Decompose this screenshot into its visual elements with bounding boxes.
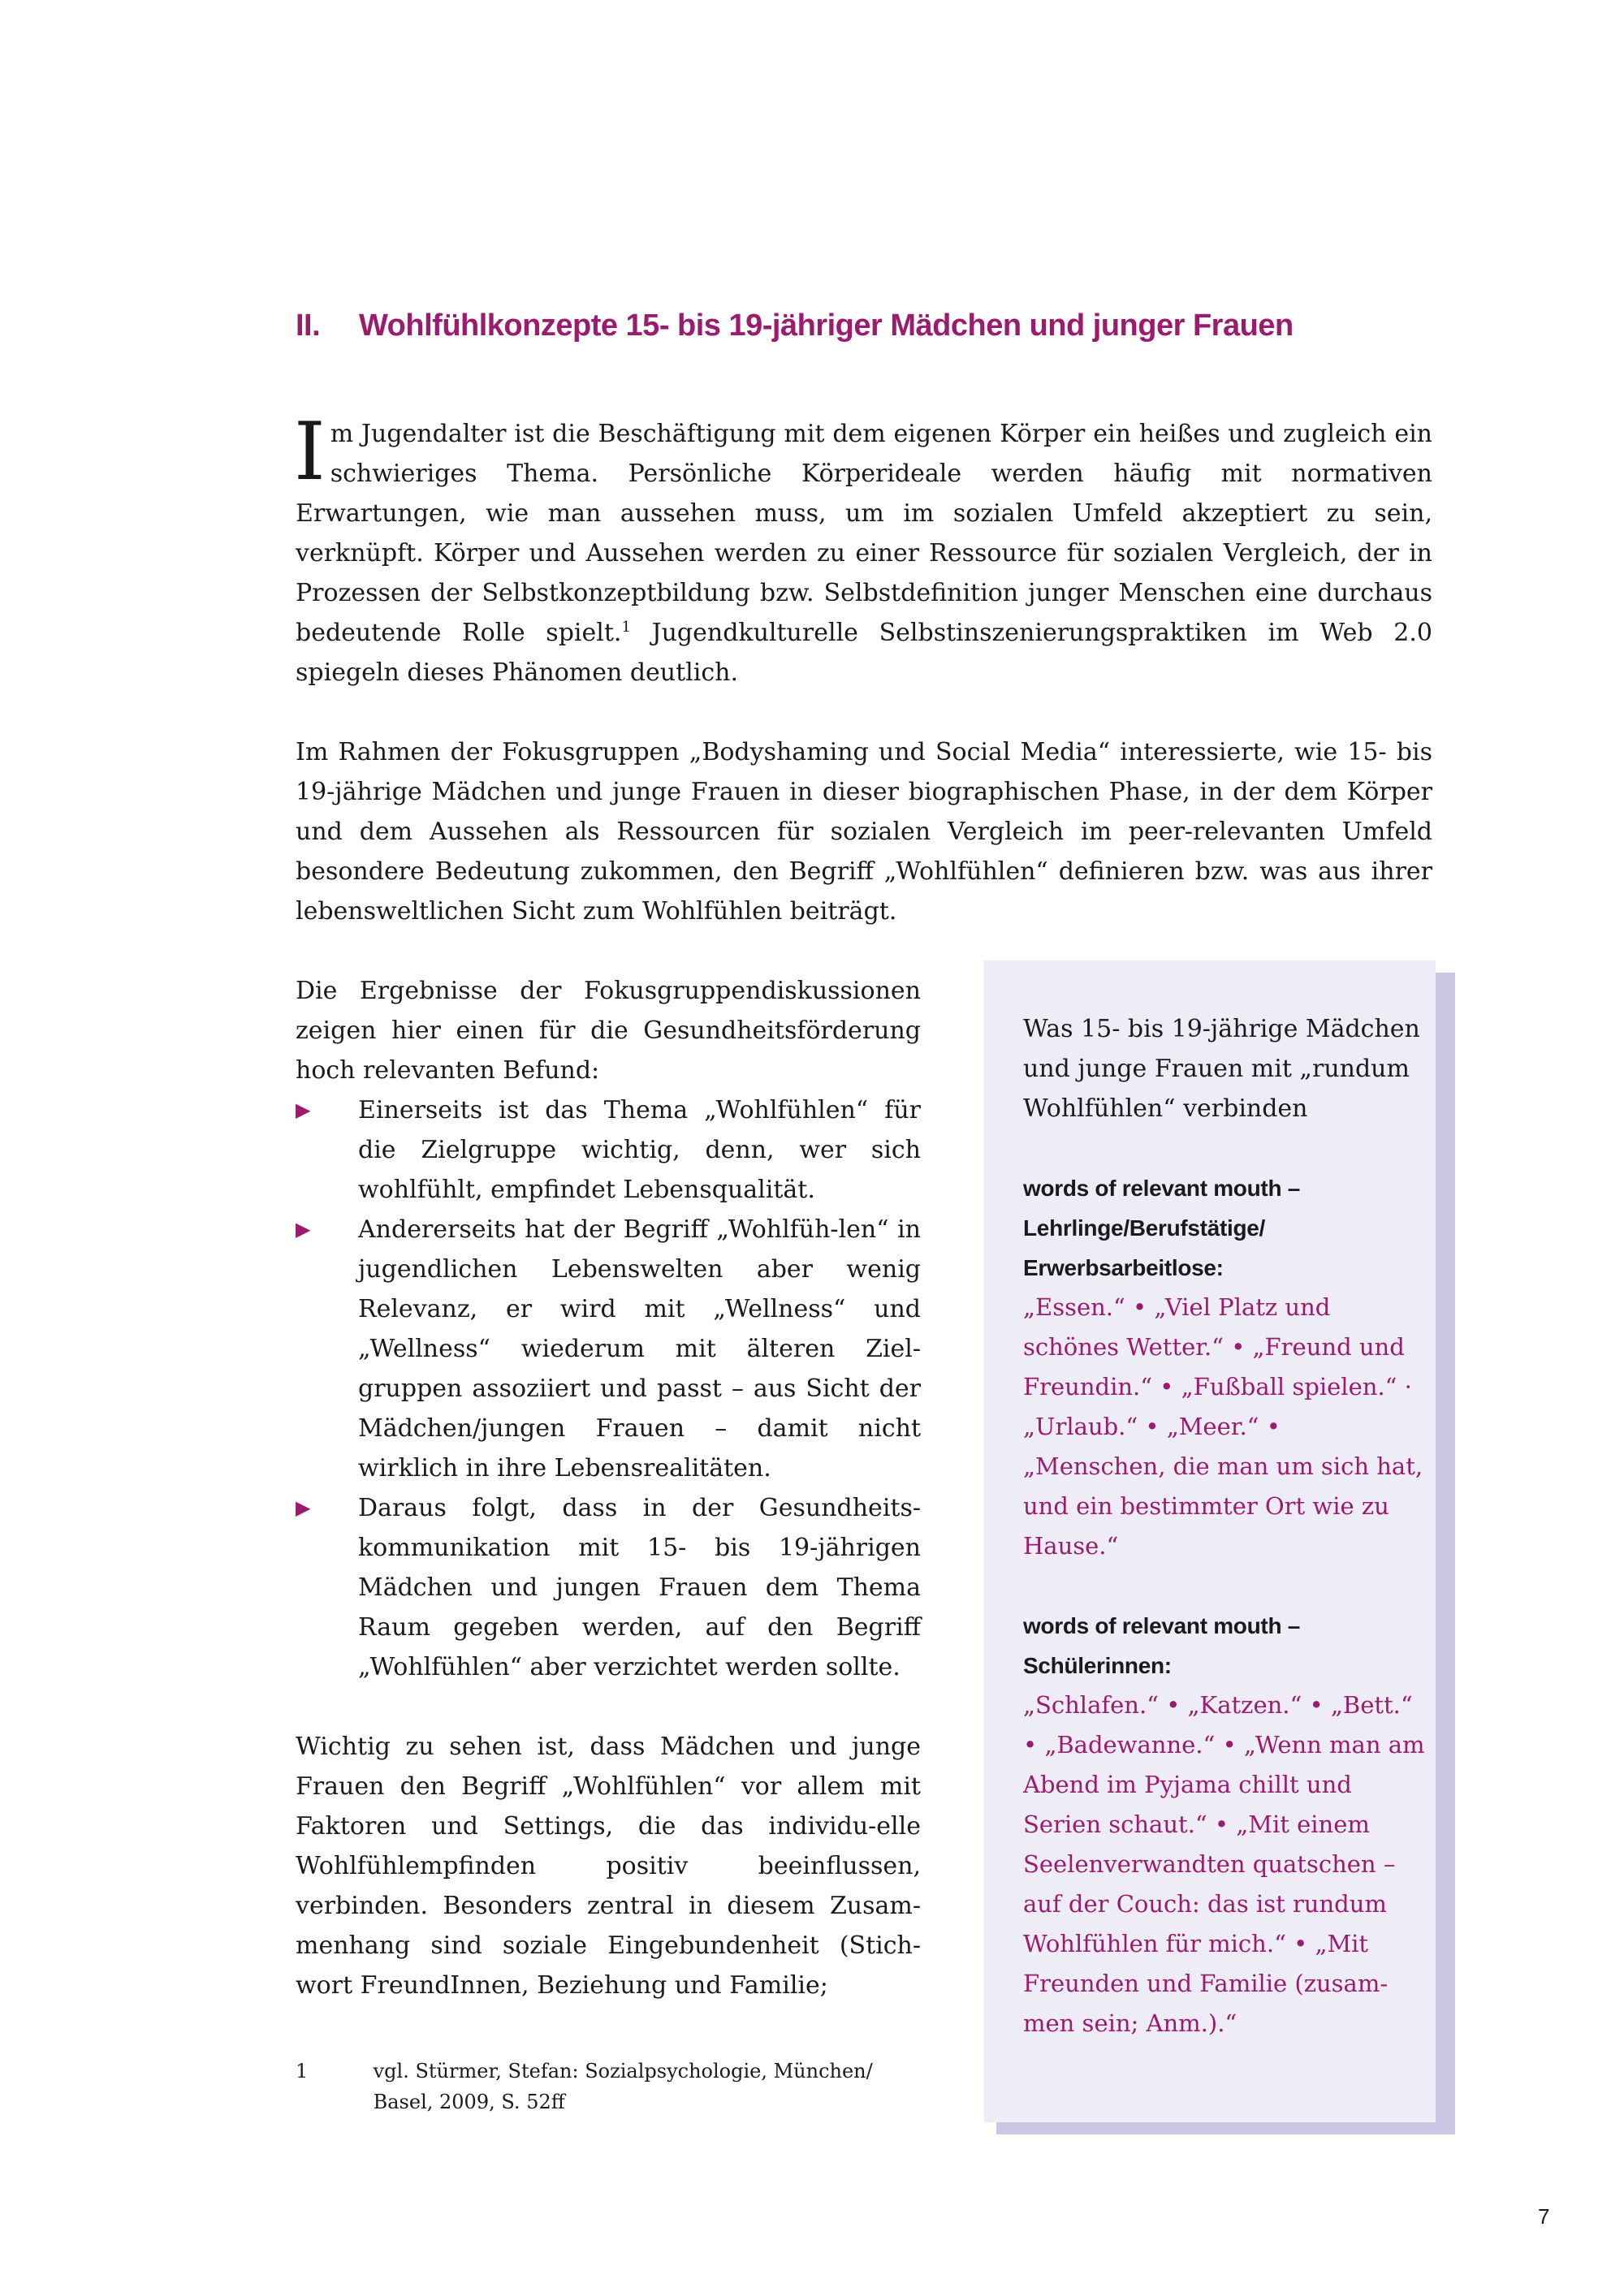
footnote-text: vgl. Stürmer, Stefan: Sozialpsychologie, München/ Basel, 2009, S. 52ff <box>373 2060 873 2113</box>
footnote <box>296 2056 929 2117</box>
drop-cap: I <box>294 406 326 498</box>
sidebar-group2-label: words of relevant mouth – Schülerinnen: <box>1023 1613 1300 1678</box>
section-title: Wohlfühlkonzepte 15- bis 19-jähriger Mädchen und junger Frauen <box>359 309 1294 343</box>
sidebar-group1-quotes: „Essen.“ • „Viel Platz und schönes Wetter.“ • „Freund und Freundin.“ • „Fußball spielen.“ · „Urlaub.“ • „Meer.“ • „Menschen, die man um sich hat, und ein bestimmter Ort wie zu Hause.“ <box>1023 1293 1423 1560</box>
paragraph-results: Die Ergebnisse der Fokusgruppendiskussionen zeigen hier einen für die Gesundheitsförderung hoch relevanten Befund: <box>296 977 921 1085</box>
footnote-number: 1 <box>296 2060 309 2082</box>
triangle-bullet-icon: ▶ <box>296 1496 311 1519</box>
list-item-text: Andererseits hat der Begriff „Wohlfüh-len“ in jugendlichen Lebenswelten aber wenig Relevanz, er wird mit „Wellness“ und „Wellness“ wiederum mit älteren Ziel-gruppen assoziiert und passt – aus Sicht der Mädchen/jungen Frauen – damit nicht wirklich in ihre Lebensrealitäten. <box>358 1215 921 1482</box>
list-item <box>296 1090 921 1210</box>
page-number: 7 <box>1538 2204 1550 2229</box>
sidebar-content <box>1023 1009 1429 2044</box>
section-number: II. <box>296 309 321 343</box>
left-column <box>296 971 921 2005</box>
sidebar-group1-label: words of relevant mouth – Lehrlinge/Berufstätige/ Erwerbsarbeitlose: <box>1023 1176 1300 1280</box>
list-item <box>296 1488 921 1687</box>
paragraph-important: Wichtig zu sehen ist, dass Mädchen und junge Frauen den Begriff „Wohlfühlen“ vor allem mit Faktoren und Settings, die das individu-elle Wohlfühlempfinden positiv beeinflussen, verbinden. Besonders zentral in diesem Zusam-menhang sind soziale Eingebundenheit (Stich-wort FreundInnen, Beziehung und Familie; <box>296 1733 921 2000</box>
sidebar-group2-quotes: „Schlafen.“ • „Katzen.“ • „Bett.“ • „Badewanne.“ • „Wenn man am Abend im Pyjama chillt und Serien schaut.“ • „Mit einem Seelenverwandten quatschen – auf der Couch: das ist rundum Wohlfühlen für mich.“ • „Mit Freunden und Familie (zusam-men sein; Anm.).“ <box>1023 1691 1425 2037</box>
findings-list <box>296 1090 921 1687</box>
list-item-text: Daraus folgt, dass in der Gesundheits-kommunikation mit 15- bis 19-jährigen Mädchen und jungen Frauen dem Thema Raum gegeben werden, auf den Begriff „Wohlfühlen“ aber verzichtet werden sollte. <box>358 1494 921 1681</box>
sidebar-title: Was 15- bis 19-jährige Mädchen und junge Frauen mit „rundum Wohlfühlen“ verbinden <box>1023 1015 1420 1123</box>
triangle-bullet-icon: ▶ <box>296 1098 311 1121</box>
intro-text-after: Jugendkulturelle Selbstinszenierungspraktiken im Web 2.0 spiegeln dieses Phänomen deutlich. <box>296 619 1432 687</box>
footnote-ref: 1 <box>621 619 631 636</box>
list-item <box>296 1210 921 1488</box>
section-heading <box>296 309 1432 343</box>
intro-paragraph <box>294 406 1432 693</box>
triangle-bullet-icon: ▶ <box>296 1218 311 1241</box>
intro-text: m Jugendalter ist die Beschäftigung mit dem eigenen Körper ein heißes und zugleich ein schwieriges Thema. Persönliche Körperideale werden häufig mit normativen Erwartungen, wie man aussehen muss, um im sozialen Umfeld akzeptiert zu sein, verknüpft. Körper und Aussehen werden zu einer Ressource für sozialen Vergleich, der in Prozessen der Selbstkonzeptbildung bzw. Selbstdefinition junger Menschen eine durchaus bedeutende Rolle spielt. <box>296 420 1432 647</box>
list-item-text: Einerseits ist das Thema „Wohlfühlen“ für die Zielgruppe wichtig, denn, wer sich wohlfühlt, empfindet Lebensqualität. <box>358 1096 921 1204</box>
paragraph-focus-groups: Im Rahmen der Fokusgruppen „Bodyshaming und Social Media“ interessierte, wie 15- bis 19-jährige Mädchen und junge Frauen in dieser biographischen Phase, in der dem Körper und dem Aussehen als Ressourcen für sozialen Vergleich im peer-relevanten Umfeld besondere Bedeutung zukommen, den Begriff „Wohlfühlen“ definieren bzw. was aus ihrer lebensweltlichen Sicht zum Wohlfühlen beiträgt. <box>296 738 1432 926</box>
sidebar-box <box>984 960 1436 2122</box>
